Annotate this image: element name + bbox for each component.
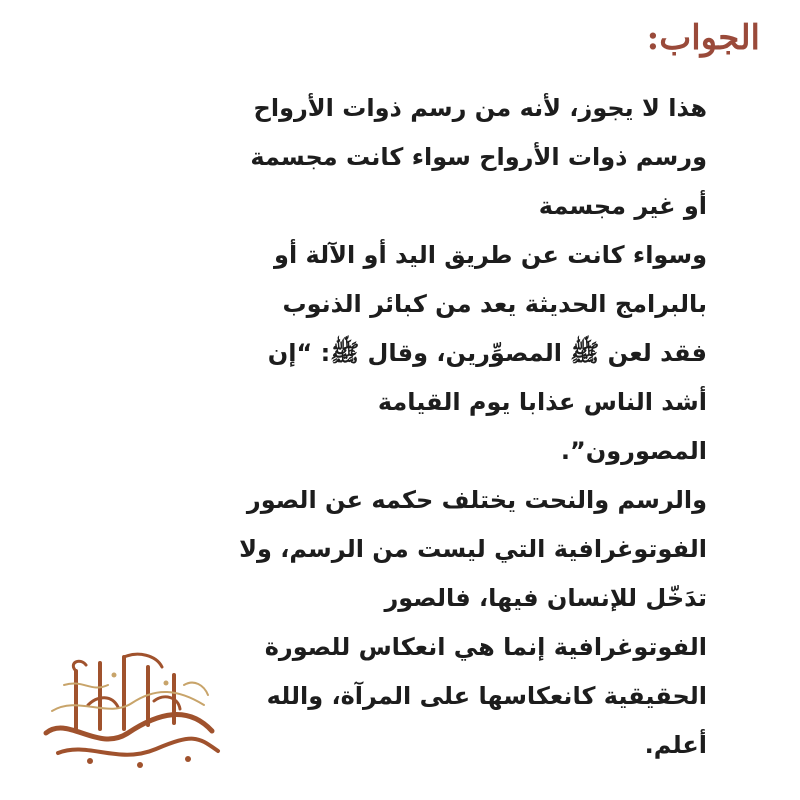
calligraphy-signature-logo (28, 645, 228, 775)
signature-dot (112, 673, 117, 678)
answer-line: تدَخّل للإنسان فيها، فالصور (384, 584, 707, 612)
answer-line: الفوتوغرافية إنما هي انعكاس للصورة (264, 633, 707, 661)
answer-line: ورسم ذوات الأرواح سواء كانت مجسمة (250, 143, 707, 171)
signature-dot (185, 756, 191, 762)
signature-dot (164, 681, 169, 686)
answer-line: فقد لعن ﷺ المصوِّرين، وقال ﷺ: “إن (267, 339, 707, 367)
answer-heading: الجواب: (646, 18, 760, 58)
signature-stroke (58, 739, 218, 755)
answer-line: أشد الناس عذابا يوم القيامة (377, 388, 707, 416)
answer-body (187, 84, 707, 770)
signature-accent (64, 683, 208, 695)
answer-line: وسواء كانت عن طريق اليد أو الآلة أو (274, 241, 707, 269)
signature-dot (87, 758, 93, 764)
signature-stroke (46, 715, 212, 739)
answer-line: هذا لا يجوز، لأنه من رسم ذوات الأرواح (253, 94, 707, 122)
answer-line: بالبرامج الحديثة يعد من كبائر الذنوب (282, 290, 707, 318)
answer-line: الحقيقية كانعكاسها على المرآة، والله (266, 682, 707, 710)
answer-line: أو غير مجسمة (538, 192, 707, 220)
signature-dot (137, 762, 143, 768)
answer-line: الفوتوغرافية التي ليست من الرسم، ولا (239, 535, 707, 563)
answer-line: والرسم والنحت يختلف حكمه عن الصور (246, 486, 707, 514)
answer-line: أعلم. (644, 731, 707, 759)
answer-line: المصورون”. (560, 437, 707, 465)
